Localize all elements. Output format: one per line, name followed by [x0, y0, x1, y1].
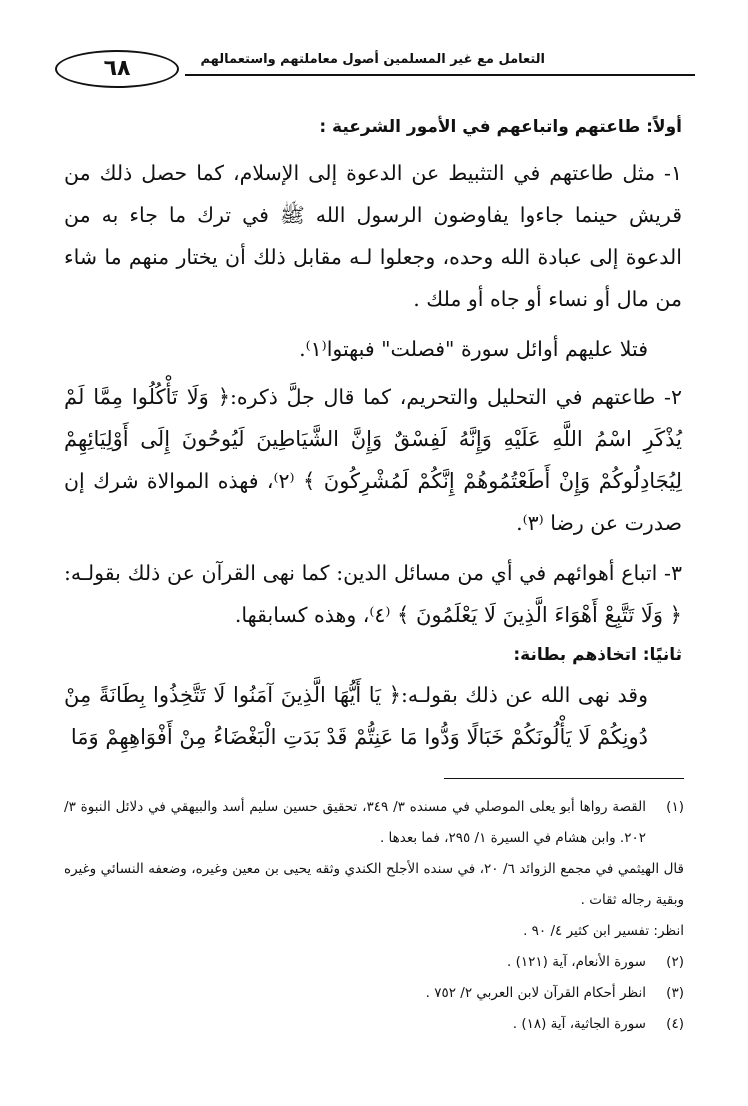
running-header — [55, 46, 695, 94]
quran-verse-anam: ﴿ وَلَا تَأْكُلُوا مِمَّا لَمْ يُذْكَرِ اسْمُ اللَّهِ عَلَيْهِ وَإِنَّهُ لَفِسْقٌ وَإِنَّ الشَّيَاطِينَ لَيُوحُونَ إِلَى أَوْلِيَائِهِمْ لِيُجَادِلُوكُمْ وَإِنْ أَطَعْتُمُوهُمْ إِنَّكُمْ لَمُشْرِكُونَ ﴾ — [64, 385, 682, 493]
footnote-number: (٢) — [666, 954, 684, 970]
main-text — [64, 112, 682, 758]
quran-verse-jathiya: ﴿ وَلَا تَتَّبِعْ أَهْوَاءَ الَّذِينَ لَا يَعْلَمُونَ ﴾ — [396, 603, 682, 627]
footnote-text: قال الهيثمي في مجمع الزوائد ٦/ ٢٠، في سنده الأجلح الكندي وثقه يحيى بن معين وغيره، وضعفه النسائي وغيره وبقية رجاله ثقات . — [64, 861, 684, 908]
paragraph-4-intro: ٣- اتباع أهوائهم في أي من مسائل الدين: كما نهى القرآن عن ذلك بقولـه: — [64, 561, 682, 585]
paragraph-2: فتلا عليهم أوائل سورة "فصلت" فبهتوا⁽١⁾. — [299, 337, 648, 361]
footnote-rule — [444, 778, 684, 779]
running-title: التعامل مع غير المسلمين أصول معاملتهم واستعمالهم — [200, 52, 545, 67]
footnote-text: انظر: تفسير ابن كثير ٤/ ٩٠ . — [523, 923, 684, 939]
quran-verse-imran: ﴿ يَا أَيُّهَا الَّذِينَ آمَنُوا لَا تَتَّخِذُوا بِطَانَةً مِنْ دُونِكُمْ لَا يَأْلُونَكُمْ خَبَالًا وَدُّوا مَا عَنِتُّمْ قَدْ بَدَتِ الْبَغْضَاءُ مِنْ أَفْوَاهِهِمْ وَمَا — [64, 683, 648, 749]
section-heading-second: ثانيًا: اتخاذهم بطانة: — [513, 645, 682, 665]
footnote-1 — [64, 792, 684, 854]
footnote-text: انظر أحكام القرآن لابن العربي ٢/ ٧٥٢ . — [425, 985, 646, 1001]
paragraph-5 — [64, 674, 682, 758]
paragraph-5-intro: وقد نهى الله عن ذلك بقولـه: — [400, 683, 648, 707]
paragraph-1: ١- مثل طاعتهم في التثبيط عن الدعوة إلى الإسلام، كما حصل ذلك من قريش حينما جاءوا يفاوضون الرسول الله ﷺ في ترك ما جاء به من الدعوة إلى عبادة الله وحده، وجعلوا لـه مقابل ذلك أن يختار منهم ما شاء من مال أو نساء أو جاه أو ملك . — [64, 161, 682, 311]
footnote-1-reference — [64, 916, 684, 947]
footnote-number: (٤) — [666, 1016, 684, 1032]
footnote-3 — [64, 978, 684, 1009]
section-heading-first: أولاً: طاعتهم واتباعهم في الأمور الشرعية : — [319, 117, 682, 137]
footnote-4 — [64, 1009, 684, 1040]
footnote-text: سورة الأنعام، آية (١٢١) . — [507, 954, 646, 970]
paragraph-4-outro: ⁽٤⁾، وهذه كسابقها. — [234, 603, 397, 627]
footnote-number: (١) — [666, 799, 684, 815]
footnote-number: (٣) — [666, 985, 684, 1001]
paragraph-4 — [64, 552, 682, 636]
header-rule — [185, 74, 695, 76]
footnote-text: القصة رواها أبو يعلى الموصلي في مسنده ٣/ ٣٤٩، تحقيق حسين سليم أسد والبيهقي في دلائل النبوة ٣/ ٢٠٢. وابن هشام في السيرة ١/ ٢٩٥، فما بعدها . — [64, 799, 647, 846]
paragraph-3-intro: ٢- طاعتهم في التحليل والتحريم، كما قال جلَّ ذكره: — [230, 385, 682, 409]
footnote-1-continued — [64, 854, 684, 916]
footnotes — [64, 792, 684, 1040]
footnote-2 — [64, 947, 684, 978]
page-number: ٦٨ — [55, 50, 179, 88]
footnote-text: سورة الجاثية، آية (١٨) . — [512, 1016, 646, 1032]
paragraph-3 — [64, 376, 682, 544]
paragraph-3-outro: ⁽٢⁾، فهذه الموالاة شرك إن صدرت عن رضا ⁽٣⁾. — [64, 469, 682, 535]
